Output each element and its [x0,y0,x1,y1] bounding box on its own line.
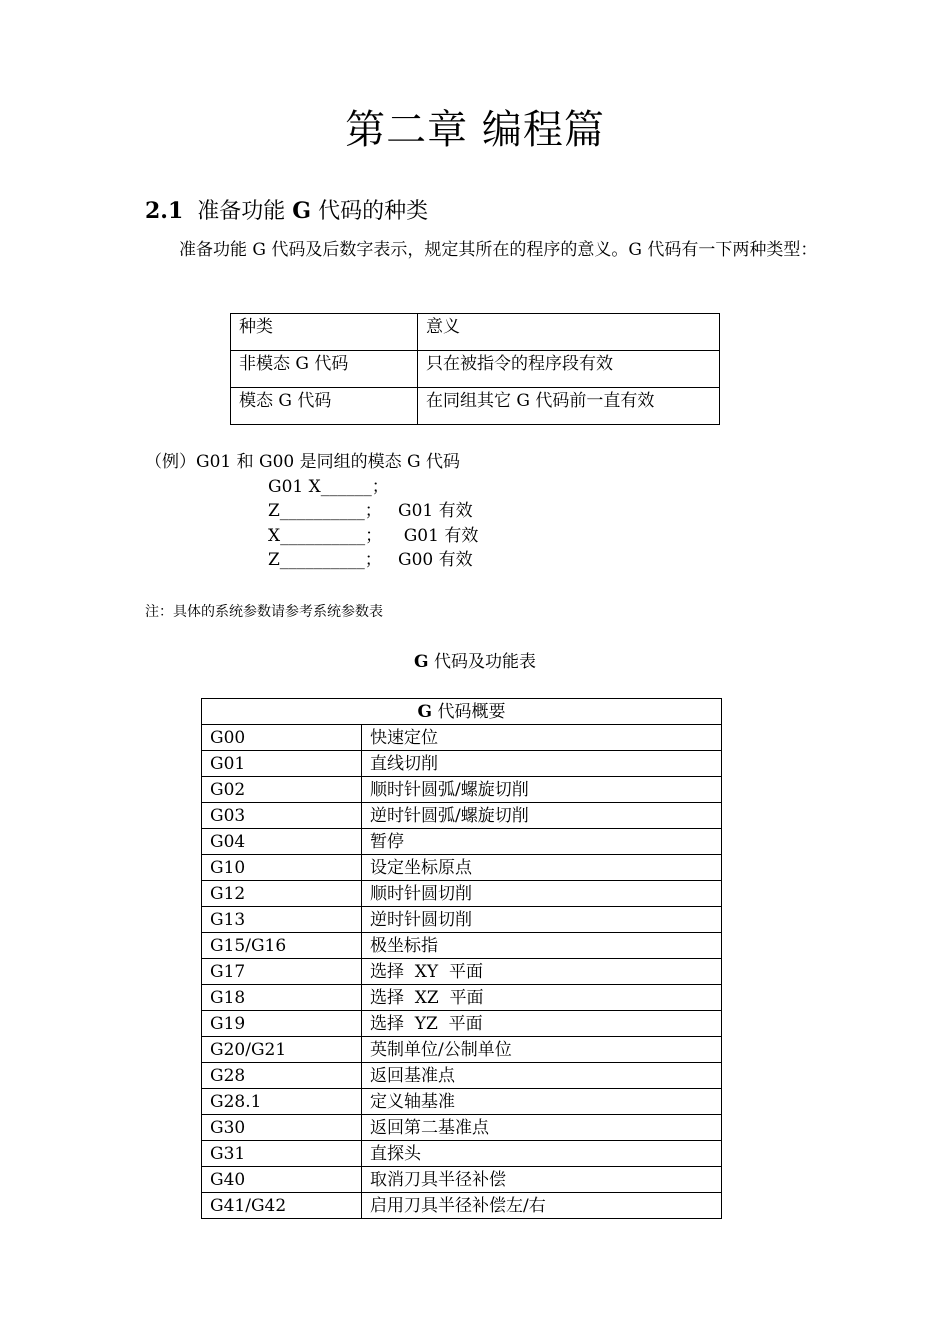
section-title-g: G [292,198,312,224]
table-row [202,829,722,855]
g-code-cell: G15/G16 [202,933,362,959]
function-cell: 英制单位/公制单位 [362,1037,722,1063]
g-code-cell: G31 [202,1141,362,1167]
table-header-cell [202,699,722,725]
table-header-row [231,314,720,351]
table-row [231,351,720,388]
example-line: Z__________； G01 有效 [268,501,473,521]
g-code-cell: G00 [202,725,362,751]
g-code-cell: G17 [202,959,362,985]
note: 注：具体的系统参数请参考系统参数表 [145,604,383,620]
example-block [145,450,478,573]
function-cell: 选择 YZ 平面 [362,1011,722,1037]
table-row [231,388,720,425]
example-line: Z__________； G00 有效 [268,550,473,570]
table-header-rest: 代码概要 [432,701,506,722]
g-code-cell: G01 [202,751,362,777]
table-row [202,1141,722,1167]
function-cell: 直线切削 [362,751,722,777]
chapter-title: 第二章 编程篇 [345,107,605,153]
table-header-row [202,699,722,725]
function-cell: 顺时针圆切削 [362,881,722,907]
table-row [202,803,722,829]
table-header-g: G [417,701,433,722]
function-cell: 直探头 [362,1141,722,1167]
table-row [202,985,722,1011]
table-body [202,725,722,1219]
header-cell-meaning: 意义 [418,314,720,351]
table-cell: 只在被指令的程序段有效 [418,351,720,388]
function-cell: 选择 XY 平面 [362,959,722,985]
section-heading [145,196,428,227]
table-cell: 在同组其它 G 代码前一直有效 [418,388,720,425]
g-code-cell: G03 [202,803,362,829]
header-cell-type: 种类 [231,314,418,351]
table-row [202,1167,722,1193]
table-caption-g: G [414,652,429,672]
function-cell: 取消刀具半径补偿 [362,1167,722,1193]
g-code-cell: G41/G42 [202,1193,362,1219]
table-row [202,907,722,933]
table-cell: 模态 G 代码 [231,388,418,425]
table-row [202,959,722,985]
g-code-cell: G18 [202,985,362,1011]
g-code-cell: G28 [202,1063,362,1089]
g-code-cell: G40 [202,1167,362,1193]
table-row [202,933,722,959]
g-code-cell: G04 [202,829,362,855]
function-cell: 暂停 [362,829,722,855]
g-code-cell: G20/G21 [202,1037,362,1063]
function-cell: 快速定位 [362,725,722,751]
function-cell: 逆时针圆切削 [362,907,722,933]
section-number: 2.1 [145,198,184,224]
intro-paragraph: 准备功能 G 代码及后数字表示，规定其所在的程序的意义。G 代码有一下两种类型： [179,240,818,260]
table-caption [0,650,950,674]
table-caption-rest: 代码及功能表 [428,652,536,672]
g-code-cell: G28.1 [202,1089,362,1115]
function-cell: 极坐标指 [362,933,722,959]
table-row [202,777,722,803]
function-cell: 启用刀具半径补偿左/右 [362,1193,722,1219]
table-row [202,725,722,751]
table-row [202,1063,722,1089]
section-title-post: 代码的种类 [311,199,429,224]
g-code-cell: G10 [202,855,362,881]
function-cell: 选择 XZ 平面 [362,985,722,1011]
function-cell: 返回基准点 [362,1063,722,1089]
table-row [202,1011,722,1037]
g-code-type-table [230,313,720,425]
section-title-pre: 准备功能 [197,199,293,224]
table-row [202,855,722,881]
table-row [202,1089,722,1115]
g-code-cell: G02 [202,777,362,803]
function-cell: 设定坐标原点 [362,855,722,881]
g-code-function-table [201,698,722,1219]
function-cell: 逆时针圆弧/螺旋切削 [362,803,722,829]
g-code-cell: G13 [202,907,362,933]
table-row [202,881,722,907]
table-row [202,1115,722,1141]
g-code-cell: G19 [202,1011,362,1037]
table-cell: 非模态 G 代码 [231,351,418,388]
table-row [202,1193,722,1219]
g-code-cell: G30 [202,1115,362,1141]
table-row [202,1037,722,1063]
example-line: G01 X______； [268,476,389,497]
example-line: X__________； G01 有效 [268,525,479,546]
table-row [202,751,722,777]
function-cell: 顺时针圆弧/螺旋切削 [362,777,722,803]
example-heading: （例）G01 和 G00 是同组的模态 G 代码 [145,452,461,472]
g-code-cell: G12 [202,881,362,907]
function-cell: 定义轴基准 [362,1089,722,1115]
function-cell: 返回第二基准点 [362,1115,722,1141]
